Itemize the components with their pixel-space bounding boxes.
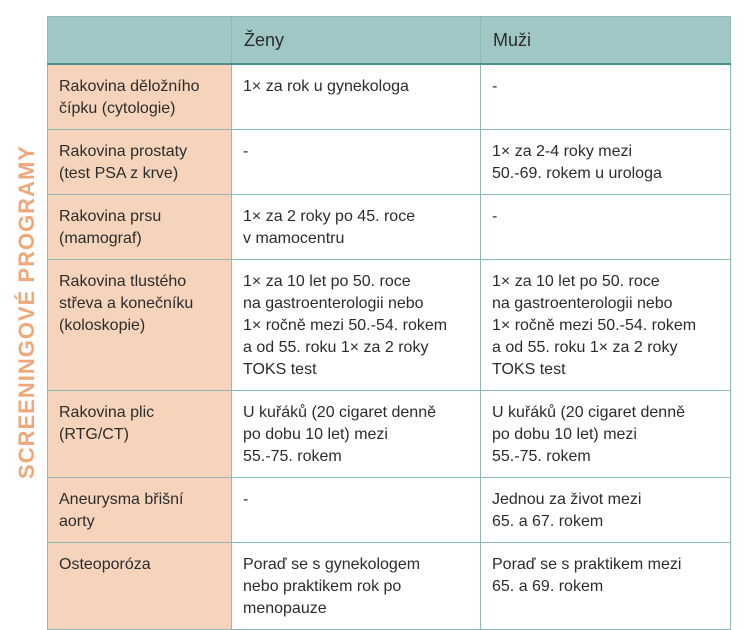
cell-men: - <box>481 195 731 260</box>
table-row <box>48 195 731 260</box>
row-label: Rakovina tlustého střeva a konečníku (koloskopie) <box>48 260 232 391</box>
cell-men: U kuřáků (20 cigaret denně po dobu 10 let) mezi 55.-75. rokem <box>481 391 731 478</box>
side-title-text: SCREENINGOVÉ PROGRAMY <box>14 145 39 479</box>
cell-women: - <box>232 130 481 195</box>
header-row <box>48 17 731 65</box>
screening-table <box>47 16 731 630</box>
cell-men: Poraď se s praktikem mezi 65. a 69. rokem <box>481 543 731 630</box>
table-row <box>48 478 731 543</box>
corner-cell <box>48 17 232 65</box>
row-label: Rakovina děložního čípku (cytologie) <box>48 64 232 130</box>
table-row <box>48 543 731 630</box>
side-title-graphic <box>0 0 44 624</box>
cell-women: 1× za rok u gynekologa <box>232 64 481 130</box>
cell-women: - <box>232 478 481 543</box>
cell-men: 1× za 2-4 roky mezi 50.-69. rokem u urologa <box>481 130 731 195</box>
cell-women: Poraď se s gynekologem nebo praktikem rok po menopauze <box>232 543 481 630</box>
cell-women: 1× za 2 roky po 45. roce v mamocentru <box>232 195 481 260</box>
column-header-women: Ženy <box>232 17 481 65</box>
table-row <box>48 64 731 130</box>
table-row <box>48 391 731 478</box>
side-title <box>0 0 44 624</box>
row-label: Aneurysma břišní aorty <box>48 478 232 543</box>
column-header-men: Muži <box>481 17 731 65</box>
cell-women: 1× za 10 let po 50. roce na gastroenterologii nebo 1× ročně mezi 50.-54. rokem a od 55. roku 1× za 2 roky TOKS test <box>232 260 481 391</box>
cell-men: Jednou za život mezi 65. a 67. rokem <box>481 478 731 543</box>
table-row <box>48 260 731 391</box>
cell-men: 1× za 10 let po 50. roce na gastroenterologii nebo 1× ročně mezi 50.-54. rokem a od 55. roku 1× za 2 roky TOKS test <box>481 260 731 391</box>
table-header <box>48 17 731 65</box>
row-label: Rakovina prsu (mamograf) <box>48 195 232 260</box>
row-label: Rakovina plic (RTG/CT) <box>48 391 232 478</box>
cell-men: - <box>481 64 731 130</box>
row-label: Rakovina prostaty (test PSA z krve) <box>48 130 232 195</box>
table-body <box>48 64 731 630</box>
table-row <box>48 130 731 195</box>
cell-women: U kuřáků (20 cigaret denně po dobu 10 let) mezi 55.-75. rokem <box>232 391 481 478</box>
row-label: Osteoporóza <box>48 543 232 630</box>
